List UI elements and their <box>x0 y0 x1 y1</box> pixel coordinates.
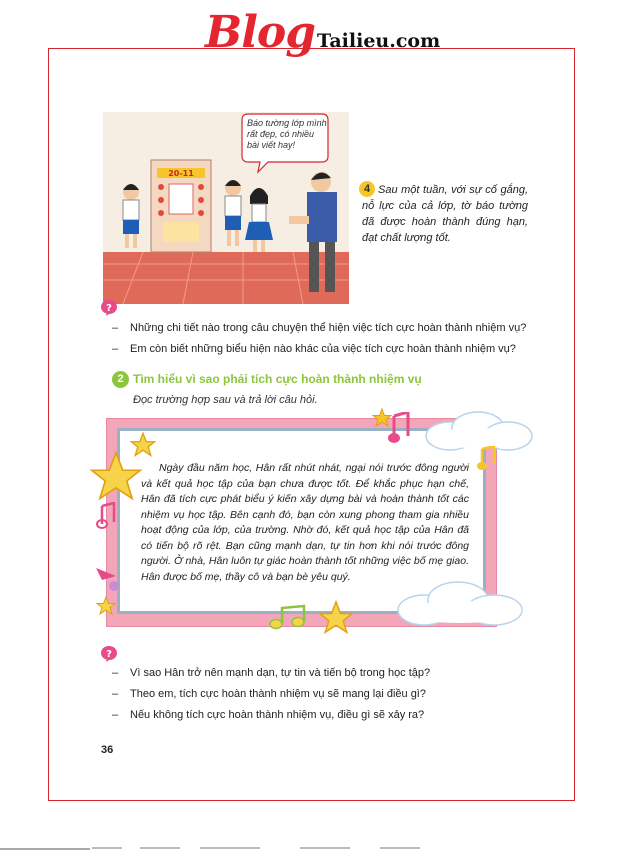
step4-text: Sau một tuần, với sự cố gắng, nỗ lực của cả lớp, tờ báo tường đã được hoàn thành đúng hạn, đạt chất lượng tốt. <box>362 184 528 244</box>
board-number: 20-11 <box>168 169 194 178</box>
dash: – <box>112 667 119 679</box>
section-instruction: Đọc trường hợp sau và trả lời câu hỏi. <box>133 394 318 406</box>
svg-text:?: ? <box>106 649 112 660</box>
question-item-2 <box>112 342 552 356</box>
music-note-icon <box>476 446 498 472</box>
section-title: Tìm hiểu vì sao phải tích cực hoàn thành nhiệm vụ <box>133 372 422 386</box>
question-item-5 <box>112 708 552 722</box>
music-note-icon <box>268 604 312 630</box>
music-note-icon <box>386 412 412 446</box>
dash: – <box>112 709 119 721</box>
question-item-4 <box>112 687 552 701</box>
story-text: Ngày đầu năm học, Hân rất nhút nhát, ngại nói trước đông người và kết quả học tập của bạn chưa được tốt. Để khắc phục hạn chế, Hân đã tích cực phát biểu ý kiến xây dựng bài và hoàn thành tốt các nhiệm vụ học tập. Bên cạnh đó, bạn còn xung phong tham gia nhiều hoạt động của lớp, của trường. Nhờ đó, kết quả học tập của Hân đã có tiến bộ rõ rệt. Bạn cũng mạnh dạn, tự tin hơn khi nói trước đông người. Ở nhà, Hân luôn tự giác hoàn thành tốt những việc bố mẹ giao. Hân được bố mẹ, thầy cô và bạn bè yêu quý. <box>141 462 469 583</box>
speech-bubble-text: Báo tường lớp mình rất đẹp, có nhiều bài viết hay! <box>247 118 327 150</box>
question-text: Vì sao Hân trở nên mạnh dạn, tự tin và tiến bộ trong học tập? <box>130 667 431 679</box>
logo-site: Tailieu.com <box>317 30 441 52</box>
question-text: Theo em, tích cực hoàn thành nhiệm vụ sẽ mang lại điều gì? <box>130 688 426 700</box>
page-number: 36 <box>101 744 114 756</box>
footer-rule <box>0 840 625 852</box>
question-item-1 <box>112 321 552 335</box>
question-text: Em còn biết những biểu hiện nào khác của việc tích cực hoàn thành nhiệm vụ? <box>130 343 516 355</box>
music-note-icon <box>96 502 118 532</box>
question-text: Những chi tiết nào trong câu chuyện thể hiện việc tích cực hoàn thành nhiệm vụ? <box>130 322 527 334</box>
svg-text:?: ? <box>106 303 112 314</box>
star-icon <box>96 596 116 616</box>
cloud-icon <box>392 578 528 630</box>
dash: – <box>112 322 119 334</box>
star-icon <box>88 450 144 504</box>
music-note-icon <box>92 564 126 594</box>
dash: – <box>112 688 119 700</box>
dash: – <box>112 343 119 355</box>
question-icon <box>100 299 118 317</box>
question-icon <box>100 645 118 663</box>
question-item-3 <box>112 666 552 680</box>
section-number-badge: 2 <box>112 371 129 388</box>
logo-brand: Blog <box>205 7 316 58</box>
step-number-badge: 4 <box>359 181 375 197</box>
star-icon <box>318 600 354 636</box>
question-text: Nếu không tích cực hoàn thành nhiệm vụ, điều gì sẽ xảy ra? <box>130 709 425 721</box>
